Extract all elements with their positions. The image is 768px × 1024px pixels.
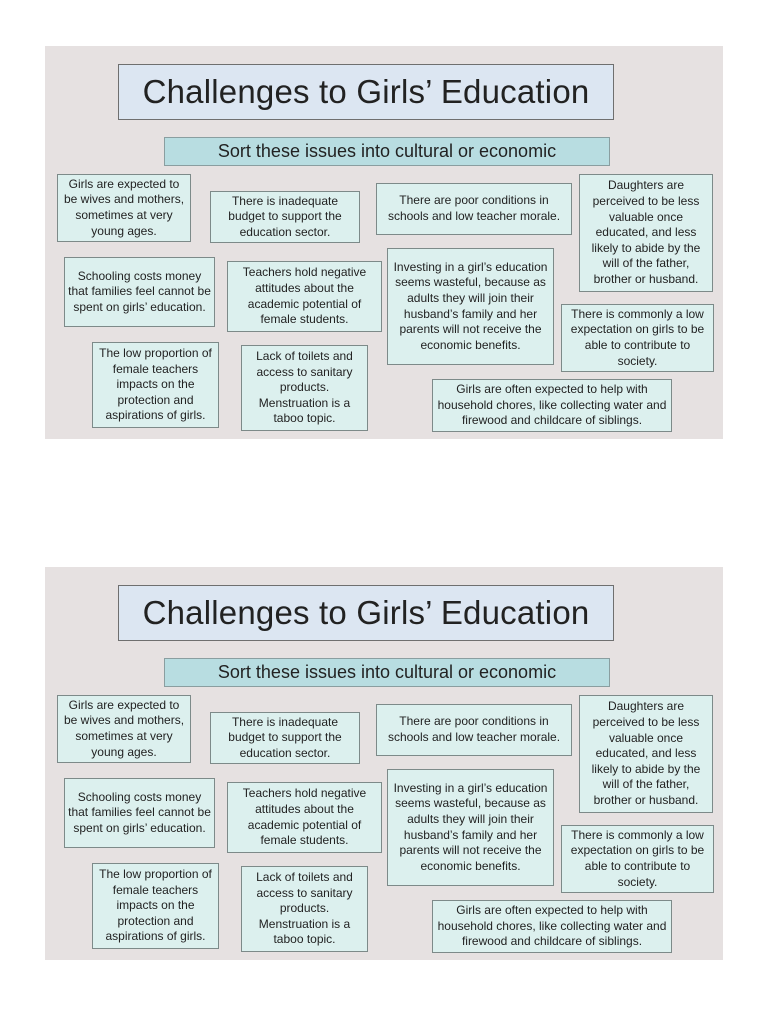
issue-card-low-expectation[interactable]: There is commonly a low expectation on girls to be able to contribute to society.: [561, 304, 714, 372]
slide-instruction: Sort these issues into cultural or economic: [164, 658, 610, 687]
issue-card-poor-conditions[interactable]: There are poor conditions in schools and low teacher morale.: [376, 704, 572, 756]
issue-card-household-chores[interactable]: Girls are often expected to help with household chores, like collecting water and firewood and childcare of siblings.: [432, 900, 672, 953]
slide-title: Challenges to Girls’ Education: [118, 64, 614, 120]
slide-title: Challenges to Girls’ Education: [118, 585, 614, 641]
issue-card-teacher-attitudes[interactable]: Teachers hold negative attitudes about the academic potential of female students.: [227, 261, 382, 332]
issue-card-inadequate-budget[interactable]: There is inadequate budget to support the education sector.: [210, 191, 360, 243]
issue-card-wives-mothers[interactable]: Girls are expected to be wives and mothers, sometimes at very young ages.: [57, 174, 191, 242]
worksheet-slide-top: [45, 46, 723, 439]
issue-card-daughters-valued[interactable]: Daughters are perceived to be less valuable once educated, and less likely to abide by the will of the father, brother or husband.: [579, 695, 713, 813]
slide-instruction: Sort these issues into cultural or economic: [164, 137, 610, 166]
issue-card-poor-conditions[interactable]: There are poor conditions in schools and low teacher morale.: [376, 183, 572, 235]
issue-card-toilets-sanitary[interactable]: Lack of toilets and access to sanitary products. Menstruation is a taboo topic.: [241, 866, 368, 952]
issue-card-investing-wasteful[interactable]: Investing in a girl’s education seems wasteful, because as adults they will join their husband’s family and her parents will not receive the economic benefits.: [387, 248, 554, 365]
issue-card-female-teachers[interactable]: The low proportion of female teachers impacts on the protection and aspirations of girls.: [92, 863, 219, 949]
worksheet-slide-bottom: [45, 567, 723, 960]
issue-card-schooling-costs[interactable]: Schooling costs money that families feel cannot be spent on girls’ education.: [64, 257, 215, 327]
issue-card-household-chores[interactable]: Girls are often expected to help with household chores, like collecting water and firewood and childcare of siblings.: [432, 379, 672, 432]
issue-card-wives-mothers[interactable]: Girls are expected to be wives and mothers, sometimes at very young ages.: [57, 695, 191, 763]
issue-card-toilets-sanitary[interactable]: Lack of toilets and access to sanitary products. Menstruation is a taboo topic.: [241, 345, 368, 431]
issue-card-inadequate-budget[interactable]: There is inadequate budget to support the education sector.: [210, 712, 360, 764]
issue-card-daughters-valued[interactable]: Daughters are perceived to be less valuable once educated, and less likely to abide by the will of the father, brother or husband.: [579, 174, 713, 292]
issue-card-female-teachers[interactable]: The low proportion of female teachers impacts on the protection and aspirations of girls.: [92, 342, 219, 428]
issue-card-low-expectation[interactable]: There is commonly a low expectation on girls to be able to contribute to society.: [561, 825, 714, 893]
issue-card-schooling-costs[interactable]: Schooling costs money that families feel cannot be spent on girls’ education.: [64, 778, 215, 848]
issue-card-investing-wasteful[interactable]: Investing in a girl’s education seems wasteful, because as adults they will join their husband’s family and her parents will not receive the economic benefits.: [387, 769, 554, 886]
issue-card-teacher-attitudes[interactable]: Teachers hold negative attitudes about the academic potential of female students.: [227, 782, 382, 853]
